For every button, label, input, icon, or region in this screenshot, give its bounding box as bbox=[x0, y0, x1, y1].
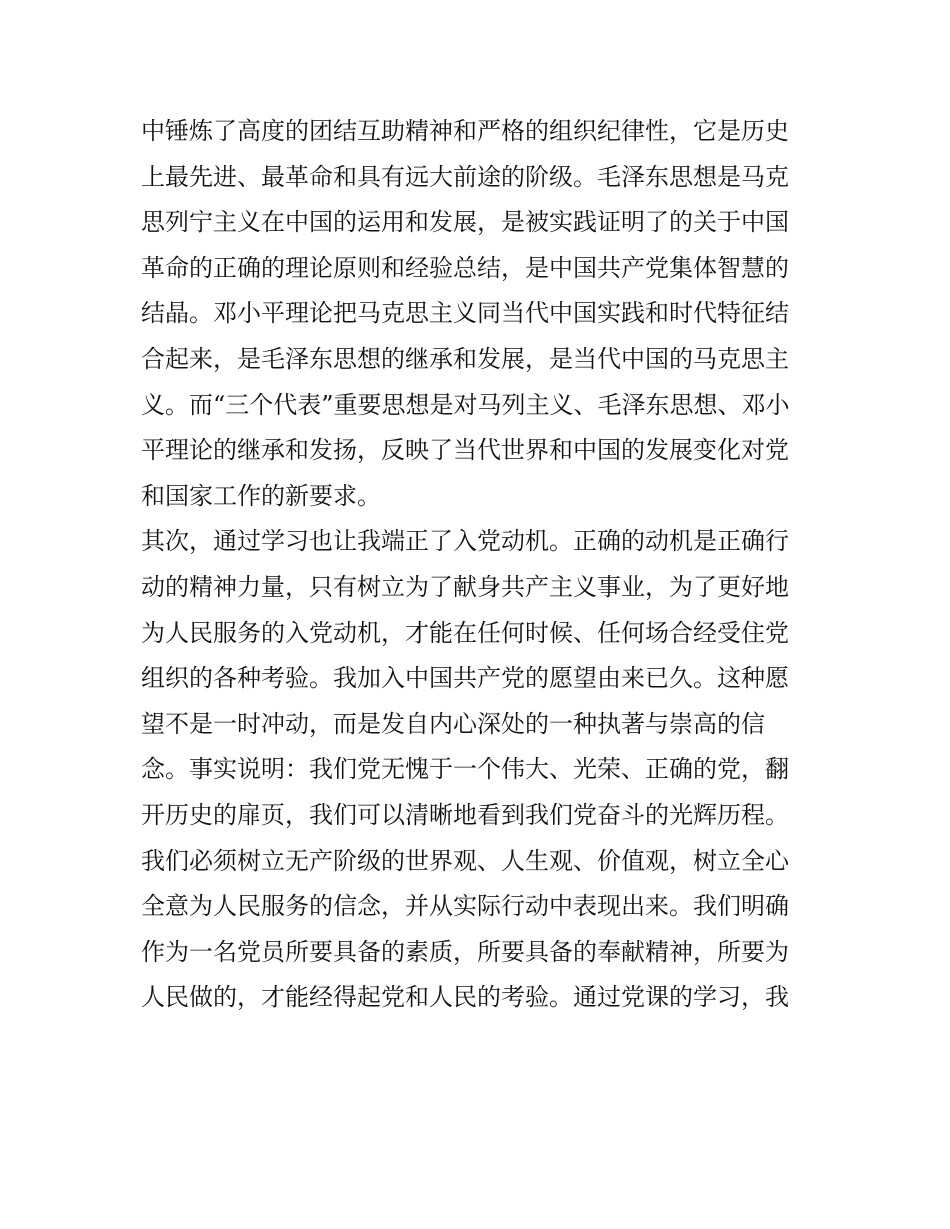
text-line: 全意为人民服务的信念，并从实际行动中表现出来。我们明确 bbox=[141, 892, 789, 921]
text-line: 上最先进、最革命和具有远大前途的阶级。毛泽东思想是马克 bbox=[141, 162, 789, 191]
text-line: 思列宁主义在中国的运用和发展，是被实践证明了的关于中国 bbox=[141, 208, 789, 237]
text-line: 开历史的扉页，我们可以清晰地看到我们党奋斗的光辉历程。 bbox=[141, 800, 789, 829]
text-line: 平理论的继承和发扬，反映了当代世界和中国的发展变化对党 bbox=[141, 436, 789, 465]
text-line: 中锤炼了高度的团结互助精神和严格的组织纪律性，它是历史 bbox=[141, 117, 789, 145]
text-line: 为人民服务的入党动机，才能在任何时候、任何场合经受住党 bbox=[141, 618, 789, 647]
text-line: 革命的正确的理论原则和经验总结，是中国共产党集体智慧的 bbox=[141, 253, 789, 282]
body-text bbox=[141, 109, 821, 1021]
text-line: 人民做的，才能经得起党和人民的考验。通过党课的学习，我 bbox=[141, 983, 789, 1012]
text-line: 组织的各种考验。我加入中国共产党的愿望由来已久。这种愿 bbox=[141, 664, 789, 693]
text-line: 和国家工作的新要求。 bbox=[141, 481, 381, 510]
text-line: 结晶。邓小平理论把马克思主义同当代中国实践和时代特征结 bbox=[141, 299, 789, 328]
text-line: 其次，通过学习也让我端正了入党动机。正确的动机是正确行 bbox=[141, 527, 789, 556]
text-line: 合起来，是毛泽东思想的继承和发展，是当代中国的马克思主 bbox=[141, 344, 789, 373]
text-line: 念。事实说明：我们党无愧于一个伟大、光荣、正确的党，翻 bbox=[141, 755, 789, 784]
text-line: 我们必须树立无产阶级的世界观、人生观、价值观，树立全心 bbox=[141, 846, 789, 875]
text-line: 作为一名党员所要具备的素质，所要具备的奉献精神，所要为 bbox=[141, 937, 789, 966]
text-line: 动的精神力量，只有树立为了献身共产主义事业，为了更好地 bbox=[141, 572, 789, 601]
text-line: 望不是一时冲动，而是发自内心深处的一种执著与崇高的信 bbox=[141, 709, 765, 738]
text-line: 义。而“三个代表”重要思想是对马列主义、毛泽东思想、邓小 bbox=[141, 390, 790, 419]
